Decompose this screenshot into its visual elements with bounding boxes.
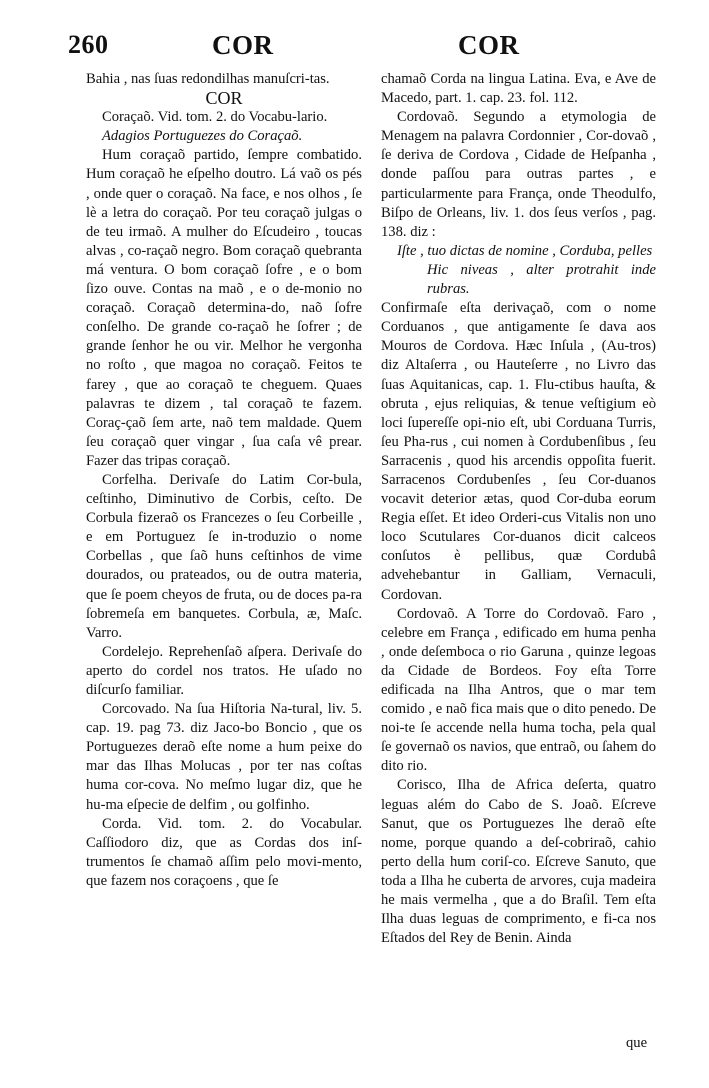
corda-continuation: chamaõ Corda na lingua Latina. Eva, e Ave de Macedo, part. 1. cap. 23. fol. 112.: [381, 71, 656, 107]
catchword: que: [626, 1035, 648, 1051]
entry-corda: Corda. Vid. tom. 2. do Vocabular. Caſſiodoro diz, que as Cordas dos inſ-trumentos ſe chamaõ aſſim pelo movi-mento, que fazem nos coraçoens , que ſe: [86, 815, 362, 889]
proverbs-heading: Adagios Portuguezes do Coraçaõ.: [102, 128, 303, 145]
entry-cordovao-2: Cordovaõ. A Torre do Cordovaõ. Faro , celebre em França , edificado em huma penha , onde deſemboca o rio Garuna , quinze legoas da Cidade de Bordeos. Foy eſta Torre edificada na Ilha Antros, que o mar tem comido , e naõ fica mais que o dito penedo. De noi-te ſe accende nella huma tocha, pela qual ſe governaõ os navios, que entraõ, ou ſahem do dito rio.: [381, 605, 656, 775]
page-number: 260: [68, 30, 109, 59]
entry-corcovado: Corcovado. Na ſua Hiſtoria Na-tural, liv. 5. cap. 19. pag 73. diz Jaco-bo Boncio , que os Portuguezes deraõ eſte nome a hum peixe do mar das Ilhas Molucas , por ter nas coſtas huma cor-cova. No meſmo lugar diz, que he hu-ma eſpecie de delfim , ou golfinho.: [86, 701, 362, 813]
verse-line-2: Hic niveas , alter protrahit inde rubras.: [427, 261, 656, 298]
left-column: [86, 70, 362, 891]
running-head-right: COR: [458, 30, 520, 60]
carryover-text: Bahia , nas ſuas redondilhas manuſcri-tas.: [86, 71, 330, 87]
running-head-left: COR: [212, 30, 274, 60]
verse-line-1: Iſte , tuo dictas de nomine , Corduba, pelles: [397, 242, 653, 259]
entry-cordovao-1: Cordovaõ. Segundo a etymologia de Menagem na palavra Cordonnier , Cor-dovaõ , ſe deriva de Cordova , Cidade de Heſpanha , donde paſſou para outras partes , e particularmente para França, onde Theodulfo, Biſpo de Orleans, liv. 1. dos ſeus verſos , pag. 138. diz :: [381, 109, 656, 240]
entry-corisco: Corisco, Ilha de Africa deſerta, quatro leguas além do Cabo de S. Joaõ. Eſcreve Sanut, que os Portuguezes lhe deraõ eſte nome, porque quando a deſ-cobriraõ, cahio perto della hum coriſ-co. Eſcreve Sanuto, que toda a Ilha he cuberta de arvores, cuja madeira he mais vermelha , que a do Braſil. Tem eſta Ilha duas leguas de comprimento, e fi-ca nos Eſtados del Rey de Benin. Ainda: [381, 777, 656, 947]
right-column: [381, 70, 656, 948]
derivation-paragraph: Confirmaſe eſta derivaçaõ, com o nome Corduanos , que antigamente ſe dava aos Mouros de Cordova. Hæc Inſula , (Au-tros) diz Altaſerra , ou Hauteſerre , no Livro das ſuas Aquitanicas, cap. 1. Flu-ctibus hauſta, & obruta , ejus reliquias, & tenue veſtigium eò loci ſupereſſe opi-nio eſt, ubi Corduana Turris, ſeu Pha-rus , cui nomen à Cordubenſibus , ſeu Sarracenis , quod his arcendis oppoſita fuerit. Sarracenos Cordubenſes , ſeu Cor-duanos vocavit deterior ætas, quod Cor-duba eorum Regia eſſet. Et ideo Orderi-cus Vitalis non uno loco Scutulares Cor-duanos dicit calceos conſutos è pellibus, quæ Cordubâ advehebantur in Galliam, Vernaculi, Cordovan.: [381, 300, 656, 603]
entry-coracao: Coraçaõ. Vid. tom. 2. do Vocabu-lario.: [102, 109, 328, 126]
section-heading: COR: [205, 88, 243, 109]
entry-cordelejo: Cordelejo. Reprehenſaõ aſpera. Derivaſe do aperto do cordel nos tratos. He uſado no diſcurſo familiar.: [86, 643, 362, 698]
proverbs-text: Hum coraçaõ partido, ſempre combatido. Hum coraçaõ he eſpelho doutro. Lá vaõ os pés , onde quer o coraçaõ. Na face, e nos olhos , ſe lè a letra do coraçaõ. Por teu coraçaõ julgas o de teu irmaõ. A mulher do Eſcudeiro , toucas alvas , co-raçaõ negro. Bom coraçaõ quebranta má ventura. O bom coraçaõ ſofre , e o bom ſizo ouve. Contas na maõ , e o de-monio no coraçaõ. Coraçaõ determina-do, naõ ſofre conſelho. De grande co-raçaõ he ſofrer ; de grande ſenhor he ou vir. Melhor he vergonha no roſto , que magoa no coraçaõ. Feitos te farey , que ao coraçaõ te cheguem. Quaes palavras te dizem , tal coraçaõ te fazem. Coraç-çaõ ſem arte, naõ tem maldade. Quem ſeu coraçaõ quer vingar , ſua caſa vê prear. Fazer das tripas coraçaõ.: [86, 147, 362, 469]
entry-corbelha: Corfelha. Derivaſe do Latim Cor-bula, ceſtinho, Diminutivo de Corbis, ceſto. De Corbula fizeraõ os Francezes o ſeu Corbeille , e em Portuguez ſe in-troduzio o nome Corbellas , que ſaõ huns ceſtinhos de vime dourados, ou prateados, ou de outra materia, que ſe poem cheyos de fruta, ou de doces pa-ra ſobremeſa em banquetes. Corbula, æ, Maſc. Varro.: [86, 471, 362, 641]
